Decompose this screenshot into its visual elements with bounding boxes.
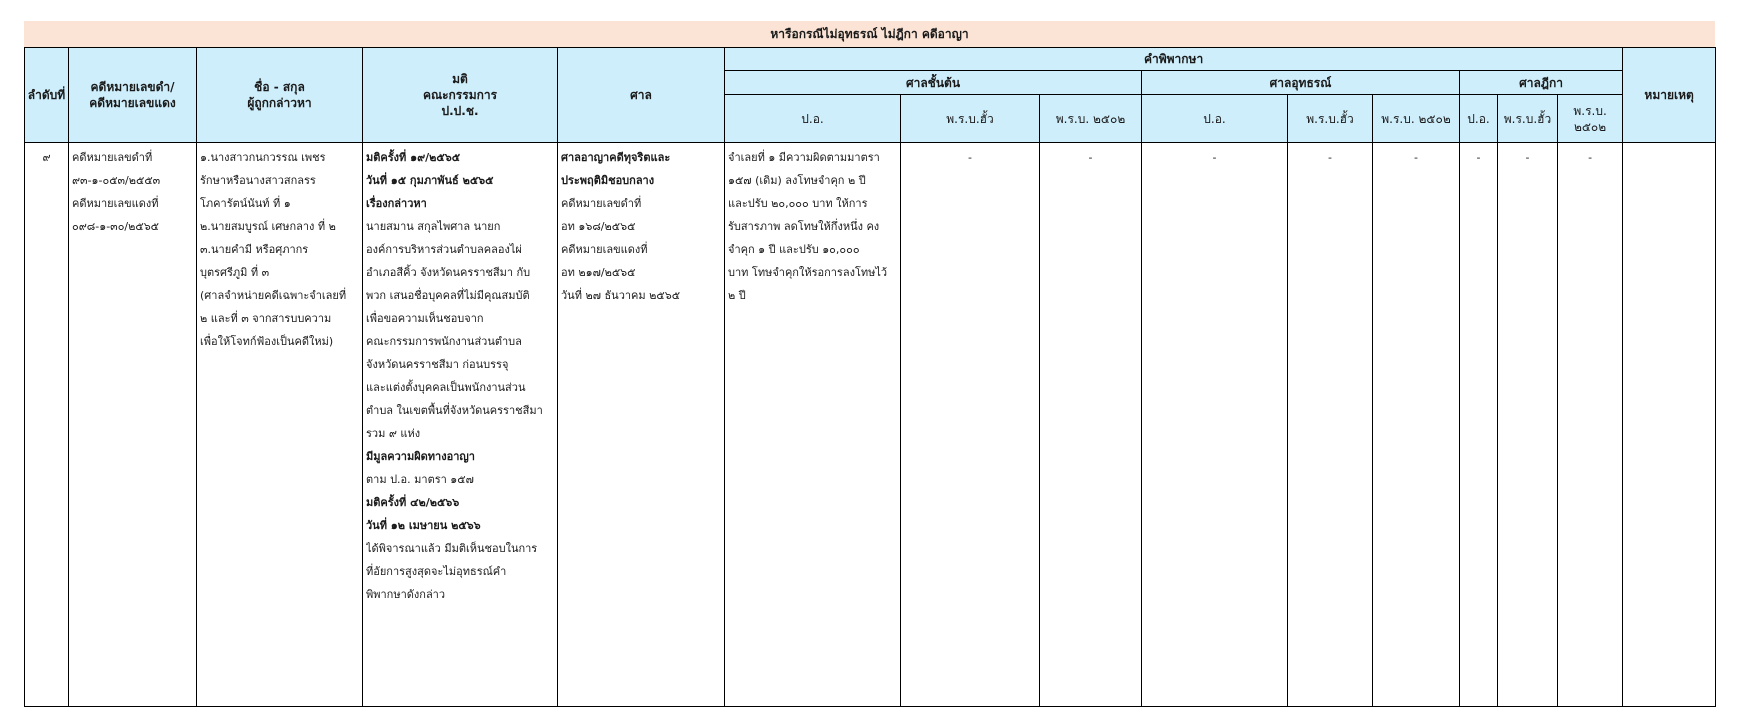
- header-first-po: ป.อ.: [725, 95, 901, 143]
- cell-appeal-po: -: [1142, 143, 1288, 707]
- cell-first-prb-hua: -: [901, 143, 1040, 707]
- cell-no: ๙: [25, 143, 69, 707]
- cell-line: พิพากษาดังกล่าว: [366, 588, 446, 601]
- header-remark: หมายเหตุ: [1623, 48, 1716, 143]
- cell-line: พวก เสนอชื่อบุคคลที่ไม่มีคุณสมบัติ: [366, 289, 530, 302]
- cell-line: ๐๙๘-๑-๓๐/๒๕๖๕: [72, 220, 160, 233]
- header-supreme-prb-hua: พ.ร.บ.ฮั้ว: [1498, 95, 1558, 143]
- cell-line: ๑.นางสาวกนกวรรณ เพชร: [200, 151, 326, 164]
- header-supreme-po: ป.อ.: [1460, 95, 1498, 143]
- header-appeal-court: ศาลอุทธรณ์: [1142, 71, 1460, 95]
- cell-line: ๒.นายสมบูรณ์ เศษกลาง ที่ ๒: [200, 220, 336, 233]
- cell-line: อท ๒๑๗/๒๕๖๕: [561, 266, 636, 279]
- sheet-title: หารือกรณีไม่อุทธรณ์ ไม่ฎีกา คดีอาญา: [24, 21, 1715, 47]
- cell-case-no: [69, 143, 197, 707]
- cell-line: จำเลยที่ ๑ มีความผิดตามมาตรา: [728, 151, 880, 164]
- cell-line: จำคุก ๑ ปี และปรับ ๑๐,๐๐๐: [728, 243, 860, 256]
- cell-line: ตำบล ในเขตพื้นที่จังหวัดนครราชสีมา: [366, 404, 543, 417]
- cell-court: [558, 143, 725, 707]
- cell-line: โภคารัตน์นันท์ ที่ ๑: [200, 197, 291, 210]
- header-appeal-prb-hua: พ.ร.บ.ฮั้ว: [1288, 95, 1373, 143]
- header-first-prb-2502: พ.ร.บ. ๒๕๐๒: [1040, 95, 1142, 143]
- header-court: ศาล: [558, 48, 725, 143]
- cell-line: เพื่อให้โจทก์ฟ้องเป็นคดีใหม่): [200, 335, 334, 348]
- cell-line: คณะกรรมการพนักงานส่วนตำบล: [366, 335, 522, 348]
- cell-line: รับสารภาพ ลดโทษให้กึ่งหนึ่ง คง: [728, 220, 880, 233]
- cell-line: อำเภอสีคิ้ว จังหวัดนครราชสีมา กับ: [366, 266, 531, 279]
- cell-line: มติครั้งที่ ๔๒/๒๕๖๖: [366, 496, 460, 509]
- cell-line: และแต่งตั้งบุคคลเป็นพนักงานส่วน: [366, 381, 526, 394]
- cell-line: (ศาลจำหน่ายคดีเฉพาะจำเลยที่: [200, 289, 347, 302]
- cell-line: บาท โทษจำคุกให้รอการลงโทษไว้: [728, 266, 888, 279]
- cell-line: อท ๑๖๘/๒๕๖๕: [561, 220, 636, 233]
- cell-line: ที่อัยการสูงสุดจะไม่อุทธรณ์คำ: [366, 565, 507, 578]
- cell-supreme-po: -: [1460, 143, 1498, 707]
- cell-resolution: [363, 143, 558, 707]
- cell-first-po: [725, 143, 901, 707]
- cell-line: คดีหมายเลขแดงที่: [561, 243, 648, 256]
- cell-line: และปรับ ๒๐,๐๐๐ บาท ให้การ: [728, 197, 868, 210]
- cell-line: ๑๕๗ (เดิม) ลงโทษจำคุก ๒ ปี: [728, 174, 866, 187]
- case-table: [24, 47, 1716, 707]
- cell-name: [197, 143, 363, 707]
- header-resolution: มติ คณะกรรมการ ป.ป.ช.: [363, 48, 558, 143]
- spreadsheet: [24, 21, 1715, 707]
- cell-line: ตาม ป.อ. มาตรา ๑๕๗: [366, 473, 474, 486]
- header-no: ลำดับที่: [25, 48, 69, 143]
- cell-line: รักษาหรือนางสาวสกลรร: [200, 174, 316, 187]
- cell-line: มติครั้งที่ ๑๙/๒๕๖๕: [366, 151, 461, 164]
- cell-line: ได้พิจารณาแล้ว มีมติเห็นชอบในการ: [366, 542, 538, 555]
- cell-line: คดีหมายเลขดำที่: [72, 151, 153, 164]
- cell-line: ๓.นายคำมี หรือศุภากร: [200, 243, 309, 256]
- header-first-prb-hua: พ.ร.บ.ฮั้ว: [901, 95, 1040, 143]
- header-appeal-prb-2502: พ.ร.บ. ๒๕๐๒: [1373, 95, 1460, 143]
- cell-line: วันที่ ๑๕ กุมภาพันธ์ ๒๕๖๕: [366, 174, 494, 187]
- cell-line: วันที่ ๒๗ ธันวาคม ๒๕๖๕: [561, 289, 681, 302]
- cell-line: ๙๓-๑-๐๕๓/๒๕๕๓: [72, 174, 161, 187]
- cell-line: องค์การบริหารส่วนตำบลคลองไผ่: [366, 243, 522, 256]
- cell-line: วันที่ ๑๒ เมษายน ๒๕๖๖: [366, 519, 481, 532]
- cell-remark: [1623, 143, 1716, 707]
- cell-appeal-prb-2502: -: [1373, 143, 1460, 707]
- cell-first-prb-2502: -: [1040, 143, 1142, 707]
- cell-line: ๒ และที่ ๓ จากสารบบความ: [200, 312, 332, 325]
- cell-line: นายสมาน สกุลไพศาล นายก: [366, 220, 501, 233]
- cell-line: ศาลอาญาคดีทุจริตและ: [561, 151, 671, 164]
- header-judgment: คำพิพากษา: [725, 48, 1623, 71]
- cell-line: มีมูลความผิดทางอาญา: [366, 450, 475, 463]
- cell-line: ๒ ปี: [728, 289, 746, 302]
- header-name: ชื่อ - สกุล ผู้ถูกกล่าวหา: [197, 48, 363, 143]
- header-supreme-prb-2502: พ.ร.บ. ๒๕๐๒: [1558, 95, 1623, 143]
- cell-supreme-prb-2502: -: [1558, 143, 1623, 707]
- cell-appeal-prb-hua: -: [1288, 143, 1373, 707]
- table-row: [25, 143, 1716, 707]
- cell-line: บุตรศรีภูมิ ที่ ๓: [200, 266, 270, 279]
- cell-line: รวม ๙ แห่ง: [366, 427, 421, 440]
- cell-line: เรื่องกล่าวหา: [366, 197, 427, 210]
- cell-line: ประพฤติมิชอบกลาง: [561, 174, 655, 187]
- header-first-court: ศาลชั้นต้น: [725, 71, 1142, 95]
- cell-line: คดีหมายเลขดำที่: [561, 197, 642, 210]
- cell-line: คดีหมายเลขแดงที่: [72, 197, 159, 210]
- cell-supreme-prb-hua: -: [1498, 143, 1558, 707]
- cell-line: เพื่อขอความเห็นชอบจาก: [366, 312, 484, 325]
- cell-line: จังหวัดนครราชสีมา ก่อนบรรจุ: [366, 358, 509, 371]
- header-appeal-po: ป.อ.: [1142, 95, 1288, 143]
- header-supreme-court: ศาลฎีกา: [1460, 71, 1623, 95]
- header-case-no: คดีหมายเลขดำ/ คดีหมายเลขแดง: [69, 48, 197, 143]
